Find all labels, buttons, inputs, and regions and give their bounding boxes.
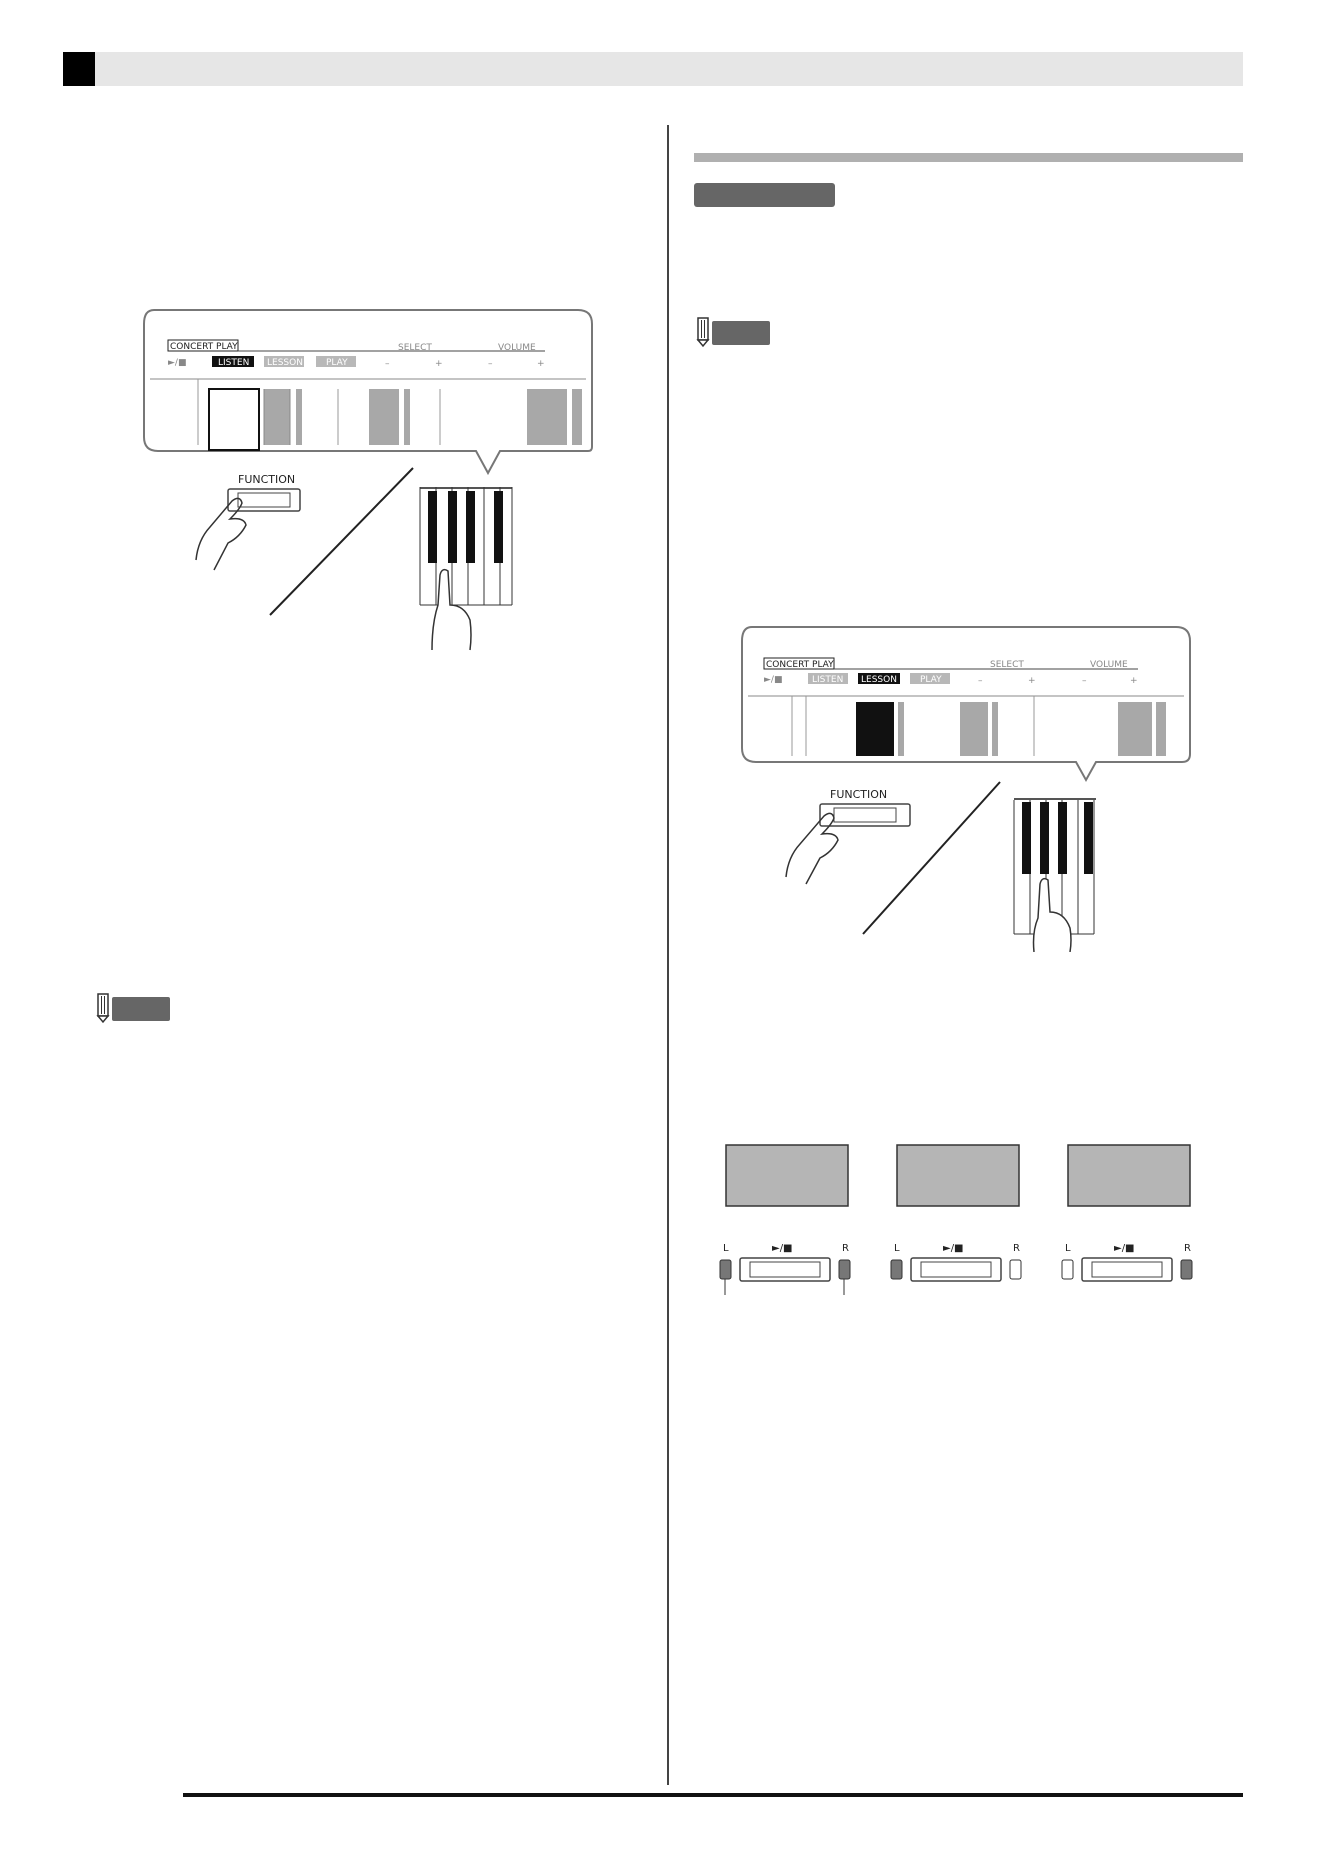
footer-rule	[183, 1793, 1243, 1797]
volume-minus: –	[1082, 676, 1087, 686]
r-led	[1010, 1260, 1021, 1279]
play-stop-label: ►/■	[772, 1243, 793, 1254]
play-stop-label: ►/■	[168, 358, 187, 368]
r-label: R	[842, 1243, 849, 1254]
concert-play-label: CONCERT PLAY	[766, 660, 834, 670]
r-led	[1181, 1260, 1192, 1279]
concert-play-label: CONCERT PLAY	[170, 342, 238, 352]
finger-pointing-icon	[786, 813, 838, 884]
l-label: L	[723, 1243, 729, 1254]
r-label: R	[1013, 1243, 1020, 1254]
volume-plus: +	[1130, 676, 1138, 686]
column-divider	[667, 125, 669, 1785]
select-minus: –	[978, 676, 983, 686]
volume-plus: +	[537, 359, 545, 369]
l-label: L	[1065, 1243, 1071, 1254]
function-label: FUNCTION	[830, 788, 888, 801]
volume-minus: –	[488, 359, 493, 369]
finger-pointing-icon	[196, 498, 246, 570]
lesson-label: LESSON	[861, 675, 897, 685]
pencil-note-icon	[98, 994, 108, 1022]
display-box	[1068, 1145, 1190, 1206]
display-box	[726, 1145, 848, 1206]
play-stop-label: ►/■	[943, 1243, 964, 1254]
r-label: R	[1184, 1243, 1191, 1254]
l-led	[720, 1260, 731, 1279]
keyboard	[1014, 798, 1096, 952]
header-tab	[63, 52, 95, 86]
left-illustration	[140, 305, 600, 655]
section-label-pill	[694, 183, 835, 207]
l-led	[891, 1260, 902, 1279]
select-label: SELECT	[398, 343, 432, 353]
select-label: SELECT	[990, 660, 1024, 670]
right-illustration	[738, 622, 1198, 952]
volume-label: VOLUME	[498, 343, 536, 353]
header-bar	[63, 52, 1243, 86]
play-label: PLAY	[920, 675, 942, 685]
listen-label: LISTEN	[812, 675, 844, 685]
keyboard	[420, 487, 512, 650]
select-minus: –	[385, 359, 390, 369]
section-rule	[694, 153, 1243, 162]
note-badge-left	[94, 992, 174, 1024]
function-label: FUNCTION	[238, 473, 296, 486]
display-box	[897, 1145, 1019, 1206]
r-led	[839, 1260, 850, 1279]
play-stop-label: ►/■	[1114, 1243, 1135, 1254]
select-plus: +	[1028, 676, 1036, 686]
lr-control-diagrams	[700, 1140, 1210, 1320]
note-badge-right	[694, 316, 774, 348]
listen-label: LISTEN	[218, 358, 250, 368]
select-plus: +	[435, 359, 443, 369]
volume-label: VOLUME	[1090, 660, 1128, 670]
pencil-note-icon	[698, 318, 708, 346]
play-stop-label: ►/■	[764, 675, 783, 685]
l-led	[1062, 1260, 1073, 1279]
play-label: PLAY	[326, 358, 348, 368]
lesson-label: LESSON	[267, 358, 303, 368]
l-label: L	[894, 1243, 900, 1254]
